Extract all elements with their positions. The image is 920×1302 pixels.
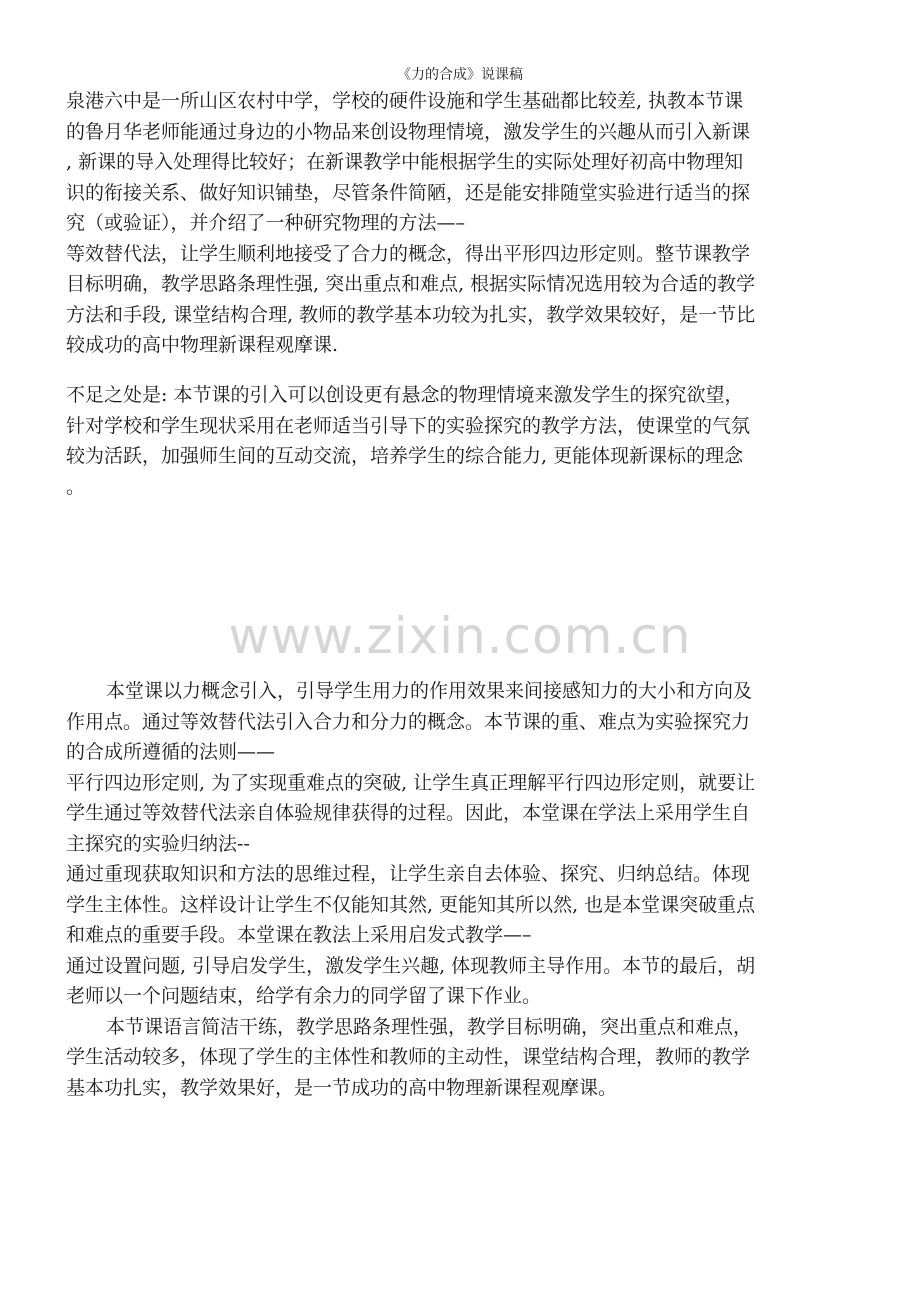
text-line: 通过重现获取知识和方法的思维过程，让学生亲自去体验、探究、归纳总结。体现 [66, 863, 751, 885]
text-line: 学生活动较多，体现了学生的主体性和教师的主动性，课堂结构合理，教师的教学 [66, 1046, 751, 1068]
text-line: 的合成所遵循的法则—— [66, 741, 276, 763]
text-line: 泉港六中是一所山区农村中学，学校的硬件设施和学生基础都比较差, 执教本节课 [66, 90, 744, 112]
text-line: 平行四边形定则, 为了实现重难点的突破, 让学生真正理解平行四边形定则，就要让 [66, 771, 756, 794]
text-line: 方法和手段, 课堂结构合理, 教师的教学基本功较为扎实，教学效果较好，是一节比 [66, 303, 756, 326]
text-line: 学生主体性。这样设计让学生不仅能知其然, 更能知其所以然, 也是本堂课突破重点 [66, 893, 756, 916]
page-title: 《力的合成》说课稿 [397, 67, 523, 83]
text-line: 目标明确，教学思路条理性强, 突出重点和难点, 根据实际情况选用较为合适的教学 [66, 273, 756, 295]
text-line: 。 [66, 475, 86, 498]
text-line: 主探究的实验归纳法-- [66, 832, 250, 855]
watermark: www.zixin.com.cn [228, 607, 692, 665]
text-line: 本堂课以力概念引入，引导学生用力的作用效果来间接感知力的大小和方向及 [106, 680, 753, 702]
lesson-summary-paragraph [66, 676, 846, 1103]
text-line: 针对学校和学生现状采用在老师适当引导下的实验探究的教学方法，使课堂的气氛 [66, 414, 751, 437]
text-line: 不足之处是: 本节课的引入可以创设更有悬念的物理情境来激发学生的探究欲望， [66, 384, 744, 406]
text-line: 识的衔接关系、做好知识铺垫，尽管条件简陋，还是能安排随堂实验进行适当的探 [66, 181, 751, 204]
text-line: 本节课语言简洁干练，教学思路条理性强，教学目标明确，突出重点和难点， [106, 1015, 753, 1038]
text-line: 的鲁月华老师能通过身边的小物品来创设物理情境，激发学生的兴趣从而引入新课 [66, 120, 751, 143]
text-line: , 新课的导入处理得比较好；在新课教学中能根据学生的实际处理好初高中物理知 [66, 151, 744, 173]
text-line: 基本功扎实，教学效果好，是一节成功的高中物理新课程观摩课。 [66, 1076, 618, 1099]
shortcomings-paragraph [66, 380, 846, 502]
text-line: 学生通过等效替代法亲自体验规律获得的过程。因此，本堂课在学法上采用学生自 [66, 802, 751, 824]
text-line: 通过设置问题, 引导启发学生，激发学生兴趣, 体现教师主导作用。本节的最后，胡 [66, 954, 756, 977]
text-line: 较为活跃，加强师生间的互动交流，培养学生的综合能力, 更能体现新课标的理念 [66, 445, 744, 467]
text-line: 老师以一个问题结束，给学有余力的同学留了课下作业。 [66, 985, 542, 1007]
text-line: 作用点。通过等效替代法引入合力和分力的概念。本节课的重、难点为实验探究力 [66, 710, 751, 733]
text-line: 和难点的重要手段。本堂课在教法上采用启发式教学—– [66, 924, 532, 946]
evaluation-paragraph [66, 86, 846, 361]
text-line: 究（或验证），并介绍了一种研究物理的方法—– [66, 212, 466, 234]
text-line: 较成功的高中物理新课程观摩课. [66, 334, 339, 356]
text-line: 等效替代法，让学生顺利地接受了合力的概念，得出平形四边形定则。整节课教学 [66, 242, 751, 265]
